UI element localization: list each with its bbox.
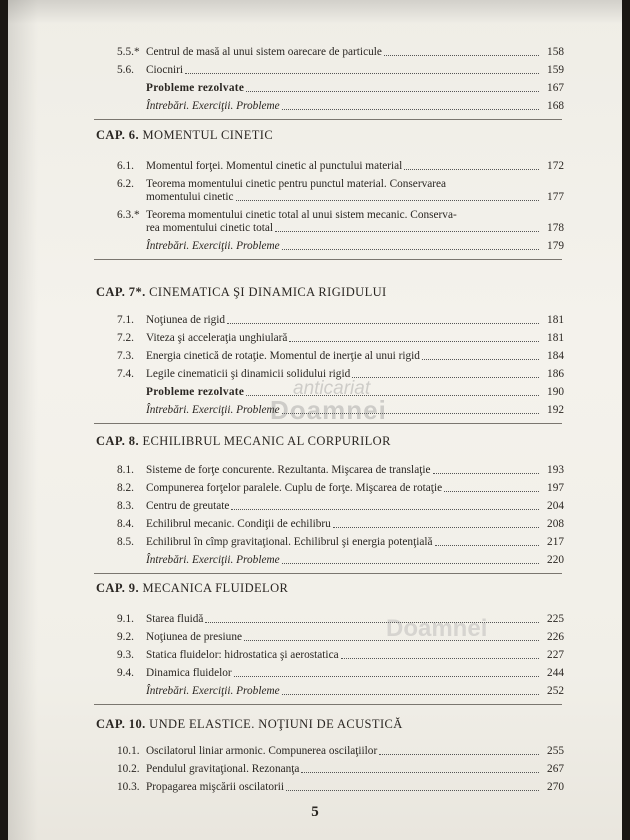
toc-entry-number: 10.3. bbox=[117, 781, 140, 793]
section-divider bbox=[94, 704, 562, 705]
toc-entry-number: 7.3. bbox=[117, 350, 134, 362]
document-page bbox=[8, 0, 622, 840]
dot-leader bbox=[404, 169, 539, 170]
chapter-number: CAP. 10. bbox=[96, 717, 146, 731]
toc-entry-title: Starea fluidă bbox=[146, 613, 204, 625]
dot-leader bbox=[282, 694, 539, 695]
toc-entry-page: 270 bbox=[547, 781, 564, 793]
dot-leader bbox=[422, 359, 539, 360]
toc-entry-title: Statica fluidelor: hidrostatica şi aerostatica bbox=[146, 649, 339, 661]
dot-leader bbox=[384, 55, 539, 56]
toc-entry-title: Compunerea forţelor paralele. Cuplu de forţe. Mişcarea de rotaţie bbox=[146, 482, 443, 494]
toc-entry-number: 7.1. bbox=[117, 314, 134, 326]
toc-entry-page: 179 bbox=[547, 240, 564, 252]
toc-entry-number: 9.4. bbox=[117, 667, 134, 679]
toc-entry-number: 9.1. bbox=[117, 613, 134, 625]
toc-entry-number: 10.2. bbox=[117, 763, 140, 775]
toc-entry-number: 7.2. bbox=[117, 332, 134, 344]
chapter-number: CAP. 7*. bbox=[96, 285, 146, 299]
toc-entry-page: 226 bbox=[547, 631, 564, 643]
toc-entry-title: Centru de greutate bbox=[146, 500, 230, 512]
toc-entry-page: 227 bbox=[547, 649, 564, 661]
dot-leader bbox=[352, 377, 539, 378]
toc-entry-page: 193 bbox=[547, 464, 564, 476]
section-divider bbox=[94, 573, 562, 574]
toc-entry-title: Ciocniri bbox=[146, 64, 184, 76]
toc-entry-title: Oscilatorul liniar armonic. Compunerea oscilaţiilor bbox=[146, 745, 378, 757]
toc-entry-page: 186 bbox=[547, 368, 564, 380]
toc-entry-title: Întrebări. Exerciţii. Probleme bbox=[146, 554, 280, 566]
toc-entry-title: Probleme rezolvate bbox=[146, 82, 245, 94]
dot-leader bbox=[282, 109, 539, 110]
toc-entry-title: Întrebări. Exerciţii. Probleme bbox=[146, 100, 280, 112]
toc-entry-page: 197 bbox=[547, 482, 564, 494]
dot-leader bbox=[289, 341, 539, 342]
toc-entry-title: Viteza şi acceleraţia unghiulară bbox=[146, 332, 288, 344]
toc-entry-page: 159 bbox=[547, 64, 564, 76]
toc-entry-number: 7.4. bbox=[117, 368, 134, 380]
toc-entry-page: 158 bbox=[547, 46, 564, 58]
toc-entry-page: 225 bbox=[547, 613, 564, 625]
toc-entry-number: 8.1. bbox=[117, 464, 134, 476]
toc-entry-title: Legile cinematicii şi dinamicii solidului rigid bbox=[146, 368, 351, 380]
toc-entry-number: 8.2. bbox=[117, 482, 134, 494]
toc-entry-title: Noţiunea de rigid bbox=[146, 314, 226, 326]
toc-entry-page: 168 bbox=[547, 100, 564, 112]
dot-leader bbox=[246, 91, 539, 92]
toc-entry-page: 177 bbox=[547, 191, 564, 203]
chapter-heading bbox=[96, 285, 387, 300]
dot-leader bbox=[341, 658, 539, 659]
dot-leader bbox=[333, 527, 539, 528]
chapter-heading bbox=[96, 717, 403, 732]
toc-entry-title: rea momentului cinetic total bbox=[146, 222, 274, 234]
toc-entry-page: 208 bbox=[547, 518, 564, 530]
toc-entry-page: 244 bbox=[547, 667, 564, 679]
dot-leader bbox=[275, 231, 539, 232]
dot-leader bbox=[282, 249, 539, 250]
toc-entry-number: 9.3. bbox=[117, 649, 134, 661]
toc-entry-title: Noţiunea de presiune bbox=[146, 631, 242, 643]
section-divider bbox=[94, 259, 562, 260]
toc-entry-title: Teorema momentului cinetic pentru punctul material. Conservarea bbox=[146, 178, 447, 190]
section-divider bbox=[94, 119, 562, 120]
toc-entry-page: 217 bbox=[547, 536, 564, 548]
dot-leader bbox=[286, 790, 539, 791]
dot-leader bbox=[379, 754, 539, 755]
toc-entry-page: 184 bbox=[547, 350, 564, 362]
chapter-title: UNDE ELASTICE. NOŢIUNI DE ACUSTICĂ bbox=[149, 717, 403, 731]
chapter-number: CAP. 9. bbox=[96, 581, 139, 595]
dot-leader bbox=[301, 772, 539, 773]
toc-entry-number: 8.5. bbox=[117, 536, 134, 548]
chapter-heading bbox=[96, 434, 391, 449]
toc-entry-title: Întrebări. Exerciţii. Probleme bbox=[146, 240, 280, 252]
toc-entry-number: 10.1. bbox=[117, 745, 140, 757]
toc-entry-page: 172 bbox=[547, 160, 564, 172]
chapter-title: ECHILIBRUL MECANIC AL CORPURILOR bbox=[142, 434, 391, 448]
toc-entry-title: Echilibrul mecanic. Condiţii de echilibru bbox=[146, 518, 331, 530]
toc-entry-page: 267 bbox=[547, 763, 564, 775]
toc-entry-title: Întrebări. Exerciţii. Probleme bbox=[146, 404, 280, 416]
toc-entry-title: momentului cinetic bbox=[146, 191, 234, 203]
toc-entry-number: 6.3.* bbox=[117, 209, 140, 221]
toc-entry-title: Propagarea mişcării oscilatorii bbox=[146, 781, 285, 793]
chapter-heading bbox=[96, 581, 288, 596]
toc-entry-page: 167 bbox=[547, 82, 564, 94]
toc-entry-title: Pendulul gravitaţional. Rezonanţa bbox=[146, 763, 300, 775]
dot-leader bbox=[205, 622, 539, 623]
toc-entry-number: 6.1. bbox=[117, 160, 134, 172]
toc-entry-number: 9.2. bbox=[117, 631, 134, 643]
toc-entry-title: Teorema momentului cinetic total al unui sistem mecanic. Conserva- bbox=[146, 209, 457, 221]
dot-leader bbox=[282, 563, 539, 564]
watermark-doamnei-secondary: Doamnei bbox=[386, 615, 488, 642]
chapter-heading bbox=[96, 128, 273, 143]
toc-entry-title: Centrul de masă al unui sistem oarecare de particule bbox=[146, 46, 382, 58]
toc-entry-title: Sisteme de forţe concurente. Rezultanta. Mişcarea de translaţie bbox=[146, 464, 431, 476]
chapter-title: MECANICA FLUIDELOR bbox=[142, 581, 289, 595]
toc-entry-page: 255 bbox=[547, 745, 564, 757]
dot-leader bbox=[435, 545, 539, 546]
toc-entry-page: 252 bbox=[547, 685, 564, 697]
toc-entry-page: 178 bbox=[547, 222, 564, 234]
dot-leader bbox=[444, 491, 539, 492]
dot-leader bbox=[185, 73, 539, 74]
toc-entry-title: Echilibrul în cîmp gravitaţional. Echilibrul şi energia potenţială bbox=[146, 536, 433, 548]
toc-entry-page: 181 bbox=[547, 314, 564, 326]
chapter-number: CAP. 8. bbox=[96, 434, 139, 448]
page-shadow-top bbox=[8, 0, 622, 24]
toc-entry-number: 5.5.* bbox=[117, 46, 140, 58]
toc-entry-number: 8.4. bbox=[117, 518, 134, 530]
toc-entry-title: Întrebări. Exerciţii. Probleme bbox=[146, 685, 280, 697]
toc-entry-title: Dinamica fluidelor bbox=[146, 667, 232, 679]
dot-leader bbox=[433, 473, 540, 474]
toc-entry-page: 220 bbox=[547, 554, 564, 566]
watermark-anticariat: anticariat bbox=[293, 378, 371, 399]
toc-entry-title: Energia cinetică de rotaţie. Momentul de inerţie al unui rigid bbox=[146, 350, 420, 362]
chapter-title: MOMENTUL CINETIC bbox=[142, 128, 274, 142]
toc-entry-title: Probleme rezolvate bbox=[146, 386, 245, 398]
toc-entry-number: 6.2. bbox=[117, 178, 134, 190]
toc-entry-title: Momentul forţei. Momentul cinetic al punctului material bbox=[146, 160, 403, 172]
toc-entry-number: 5.6. bbox=[117, 64, 134, 76]
chapter-title: CINEMATICA ŞI DINAMICA RIGIDULUI bbox=[149, 285, 387, 299]
toc-entry-number: 8.3. bbox=[117, 500, 134, 512]
toc-entry-page: 181 bbox=[547, 332, 564, 344]
watermark-doamnei: Doamnei bbox=[270, 395, 387, 425]
dot-leader bbox=[234, 676, 539, 677]
page-number: 5 bbox=[311, 804, 319, 820]
toc-entry-page: 190 bbox=[547, 386, 564, 398]
page-shadow-left bbox=[8, 0, 38, 840]
chapter-number: CAP. 6. bbox=[96, 128, 139, 142]
dot-leader bbox=[227, 323, 539, 324]
toc-entry-page: 192 bbox=[547, 404, 564, 416]
dot-leader bbox=[236, 200, 539, 201]
toc-entry-page: 204 bbox=[547, 500, 564, 512]
dot-leader bbox=[231, 509, 539, 510]
